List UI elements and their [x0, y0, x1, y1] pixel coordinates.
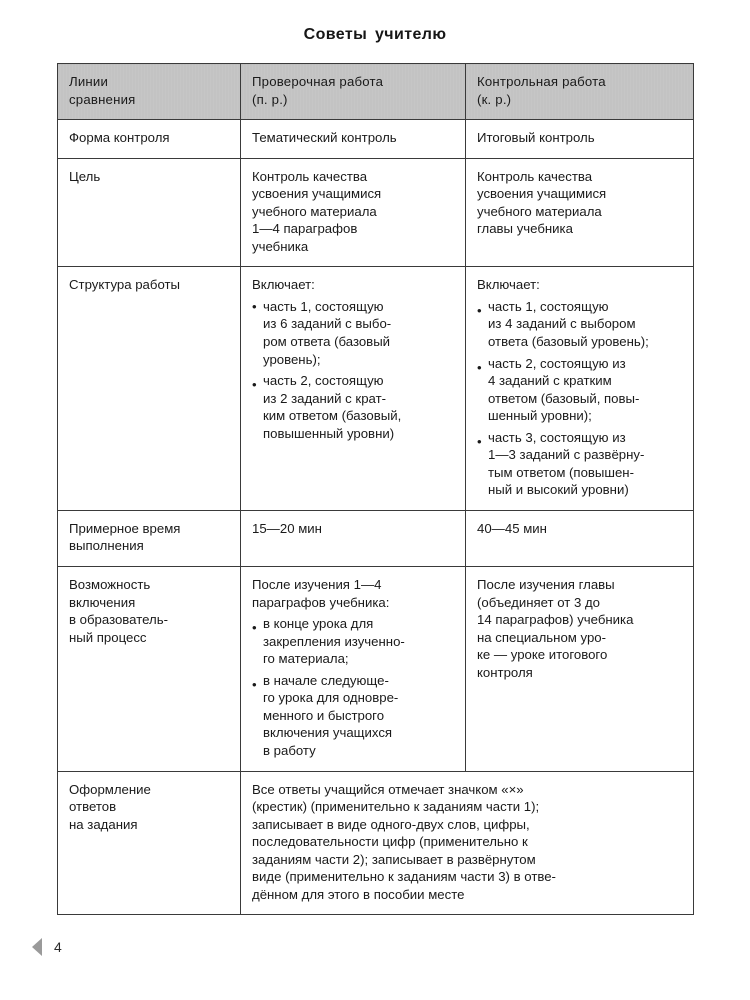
- header-line-2: (к. р.): [477, 91, 512, 107]
- cell-line: из 4 заданий с выбором: [488, 316, 636, 332]
- table-header: [58, 64, 694, 120]
- cell-line: учебного материала: [477, 203, 602, 219]
- column-header-proverochnaya-rabota: [241, 64, 466, 120]
- table-row: [58, 158, 694, 267]
- cell-line: Тематический контроль: [252, 130, 397, 146]
- bullet-body: [252, 615, 455, 668]
- cell-line: на специальном уро-: [477, 629, 607, 645]
- cell-line: тым ответом (повышен-: [488, 464, 634, 480]
- bullet-list: [252, 298, 455, 442]
- row-label-text: Примерное время: [69, 520, 181, 536]
- bullet-dot-icon: •: [252, 620, 257, 636]
- table-header-row: [58, 64, 694, 120]
- cell-line: часть 2, состоящую: [263, 373, 384, 389]
- row-label-text: на задания: [69, 816, 138, 832]
- cell-line: Контроль качества: [252, 168, 368, 184]
- header-line-2: (п. р.): [252, 91, 288, 107]
- cell-line: 4 заданий с кратким: [488, 373, 612, 389]
- header-line-1: Проверочная работа: [252, 74, 384, 89]
- cell-line: часть 1, состоящую: [488, 298, 609, 314]
- cell-struktura-kr: [466, 267, 694, 511]
- row-label-text: ответов: [69, 799, 117, 815]
- cell-forma-kontrolya-pr: [241, 120, 466, 159]
- cell-line: 15—20 мин: [252, 520, 322, 536]
- list-item: [252, 372, 455, 442]
- triangle-left-icon[interactable]: [32, 938, 42, 956]
- cell-intro: параграфов учебника:: [252, 594, 390, 610]
- cell-line: учебника: [252, 238, 309, 254]
- cell-line: (крестик) (применительно к заданиям части 1);: [252, 799, 540, 815]
- bullet-body: [477, 429, 683, 499]
- row-label-text: ный процесс: [69, 629, 147, 645]
- list-item: [252, 672, 455, 760]
- list-item: [477, 429, 683, 499]
- bullet-body: [252, 372, 455, 442]
- header-line-1: Линии: [69, 74, 109, 89]
- cell-line: шенный уровни);: [488, 408, 592, 424]
- cell-line: После изучения главы: [477, 577, 615, 593]
- cell-line: в работу: [263, 742, 316, 758]
- cell-line: ответом (базовый, повы-: [488, 390, 640, 406]
- header-line-2: сравнения: [69, 91, 136, 107]
- row-label-cel: [58, 158, 241, 267]
- bullet-body: [252, 298, 455, 368]
- cell-vozmozhnost-pr: [241, 567, 466, 771]
- row-label-struktura-raboty: [58, 267, 241, 511]
- cell-line: заданиям части 2); записывает в развёрнутом: [252, 851, 536, 867]
- row-label-text: выполнения: [69, 538, 144, 554]
- cell-line: усвоения учащимися: [477, 186, 607, 202]
- cell-line: усвоения учащимися: [252, 186, 382, 202]
- cell-line: уровень);: [263, 351, 321, 367]
- cell-line: контроля: [477, 664, 533, 680]
- row-label-text: Оформление: [69, 781, 151, 797]
- cell-line: повышенный уровни): [263, 425, 395, 441]
- bullet-dot-icon: •: [252, 676, 257, 692]
- column-header-kontrolnaya-rabota: [466, 64, 694, 120]
- cell-oformlenie-merged: [241, 771, 694, 915]
- cell-line: го материала;: [263, 651, 349, 667]
- bullet-dot-icon: •: [477, 302, 482, 318]
- cell-line: из 6 заданий с выбо-: [263, 316, 392, 332]
- list-item: [477, 298, 683, 351]
- cell-line: часть 3, состоящую из: [488, 429, 626, 445]
- table-row: [58, 567, 694, 771]
- cell-line: из 2 заданий с крат-: [263, 390, 387, 406]
- cell-line: записывает в виде одного-двух слов, цифры,: [252, 816, 530, 832]
- cell-line: учебного материала: [252, 203, 377, 219]
- row-label-text: Форма контроля: [69, 130, 170, 146]
- list-item: [252, 615, 455, 668]
- bullet-dot-icon: •: [252, 377, 257, 393]
- bullet-body: [477, 355, 683, 425]
- cell-forma-kontrolya-kr: [466, 120, 694, 159]
- page-title: Советы учителю: [303, 26, 447, 43]
- cell-line: Все ответы учащийся отмечает значком «×»: [252, 781, 524, 797]
- bullet-dot-icon: •: [252, 298, 257, 314]
- cell-line: 1—4 параграфов: [252, 221, 358, 237]
- row-label-text: Структура работы: [69, 277, 181, 293]
- cell-cel-pr: [241, 158, 466, 267]
- table-row: [58, 267, 694, 511]
- page-footer: [32, 938, 62, 956]
- bullet-list: [477, 298, 683, 499]
- cell-line: ответа (базовый уровень);: [488, 334, 649, 350]
- cell-vozmozhnost-kr: [466, 567, 694, 771]
- cell-line: ким ответом (базовый,: [263, 408, 402, 424]
- cell-line: главы учебника: [477, 221, 573, 237]
- table-row: [58, 771, 694, 915]
- row-label-text: в образователь-: [69, 612, 168, 628]
- cell-line: виде (применительно к заданиям части 3) в отве-: [252, 869, 556, 885]
- list-item: [477, 355, 683, 425]
- bullet-body: [477, 298, 683, 351]
- cell-line: 1—3 заданий с развёрну-: [488, 447, 645, 463]
- cell-line: часть 2, состоящую из: [488, 355, 626, 371]
- row-label-forma-kontrolya: [58, 120, 241, 159]
- cell-line: 40—45 мин: [477, 520, 547, 536]
- row-label-primernoe-vremya: [58, 510, 241, 566]
- table-row: [58, 120, 694, 159]
- page-number: 4: [54, 939, 62, 955]
- cell-line: Контроль качества: [477, 168, 593, 184]
- cell-line: включения учащихся: [263, 725, 393, 741]
- bullet-list: [252, 615, 455, 759]
- column-header-comparison-lines: [58, 64, 241, 120]
- cell-line: в конце урока для: [263, 616, 374, 632]
- cell-vremya-kr: [466, 510, 694, 566]
- cell-line: дённом для этого в пособии месте: [252, 886, 465, 902]
- row-label-text: Возможность: [69, 577, 151, 593]
- cell-line: менного и быстрого: [263, 707, 385, 723]
- list-item: [252, 298, 455, 368]
- row-label-oformlenie-otvetov: [58, 771, 241, 915]
- row-label-text: включения: [69, 594, 136, 610]
- bullet-dot-icon: •: [477, 359, 482, 375]
- row-label-text: Цель: [69, 168, 101, 184]
- cell-line: 14 параграфов) учебника: [477, 612, 634, 628]
- cell-line: ке — уроке итогового: [477, 647, 608, 663]
- cell-line: часть 1, состоящую: [263, 298, 384, 314]
- cell-struktura-pr: [241, 267, 466, 511]
- cell-intro: После изучения 1—4: [252, 577, 382, 593]
- cell-line: ром ответа (базовый: [263, 334, 391, 350]
- cell-intro: Включает:: [477, 277, 540, 293]
- comparison-table: [57, 63, 694, 915]
- cell-vremya-pr: [241, 510, 466, 566]
- cell-cel-kr: [466, 158, 694, 267]
- bullet-dot-icon: •: [477, 433, 482, 449]
- cell-line: последовательности цифр (применительно к: [252, 834, 528, 850]
- cell-intro: Включает:: [252, 277, 315, 293]
- cell-line: в начале следующе-: [263, 672, 389, 688]
- cell-line: закрепления изученно-: [263, 633, 405, 649]
- header-line-1: Контрольная работа: [477, 74, 606, 89]
- table-row: [58, 510, 694, 566]
- table-body: [58, 120, 694, 915]
- bullet-body: [252, 672, 455, 760]
- cell-line: ный и высокий уровни): [488, 482, 629, 498]
- cell-line: (объединяет от 3 до: [477, 594, 600, 610]
- cell-line: Итоговый контроль: [477, 130, 595, 146]
- cell-line: го урока для одновре-: [263, 690, 399, 706]
- row-label-vozmozhnost-vklyucheniya: [58, 567, 241, 771]
